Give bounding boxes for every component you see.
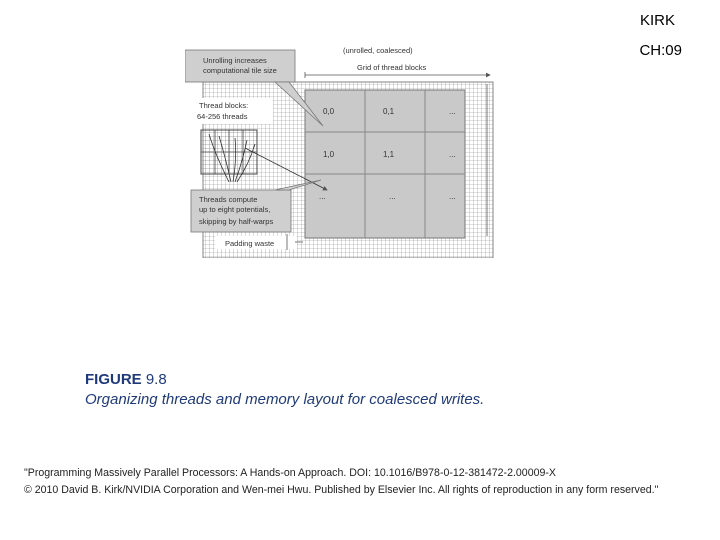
citation (24, 465, 658, 499)
callout-threads-line: up to eight potentials, (199, 205, 271, 214)
grid-label: Grid of thread blocks (357, 63, 427, 72)
chapter-header: CH:09 (639, 42, 682, 59)
callout-unroll-line: computational tile size (203, 66, 277, 75)
figure-diagram (185, 44, 495, 258)
figure-caption (85, 370, 484, 410)
padding-label: Padding waste (225, 239, 275, 248)
block-label: ... (389, 192, 396, 201)
callout-threads-line: Threads compute (199, 195, 258, 204)
top-label: (unrolled, coalesced) (343, 46, 413, 55)
block-label: ... (449, 150, 456, 159)
block-label: ... (449, 107, 456, 116)
citation-line-1: "Programming Massively Parallel Processors: A Hands-on Approach. DOI: 10.1016/B978-0-12-381472-2.00009-X (24, 467, 556, 479)
block-label: 1,1 (383, 150, 395, 159)
callout-threads-line: skipping by half-warps (199, 217, 274, 226)
caption-number: 9.8 (145, 371, 167, 388)
callout-unroll-line: Unrolling increases (203, 56, 267, 65)
block-label: 1,0 (323, 150, 335, 159)
block-label: ... (449, 192, 456, 201)
block-label: 0,0 (323, 107, 335, 116)
caption-text: Organizing threads and memory layout for coalesced writes. (85, 391, 485, 408)
thread-blocks-label: 64-256 threads (197, 112, 248, 121)
block-label: 0,1 (383, 107, 395, 116)
caption-figure-word: FIGURE (85, 371, 142, 388)
author-header: KIRK (639, 12, 675, 29)
block-label: ... (319, 192, 326, 201)
citation-line-2: © 2010 David B. Kirk/NVIDIA Corporation and Wen-mei Hwu. Published by Elsevier Inc. All rights of reproduction in any form reserved." (24, 484, 659, 496)
thread-blocks-label: Thread blocks: (199, 101, 249, 110)
caption-label (85, 370, 484, 390)
